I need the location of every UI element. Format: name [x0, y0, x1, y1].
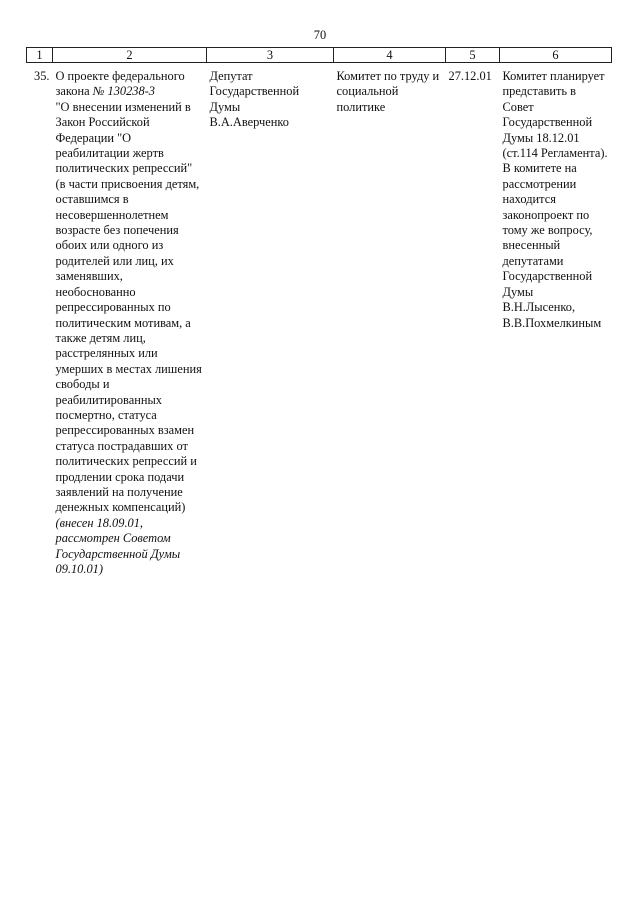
bill-submission-note: (внесен 18.09.01, рассмотрен Советом Государственной Думы 09.10.01) [55, 515, 181, 576]
bill-number: № 130238-3 [92, 84, 155, 99]
column-header-6: 6 [500, 48, 612, 63]
column-header-2: 2 [53, 48, 207, 63]
bill-title-prefix: О проекте федерального закона [55, 69, 185, 99]
column-header-1: 1 [27, 48, 53, 63]
bill-title: "О внесении изменений в Закон Российской Федерации "О реабилитации жертв политических репрессий" (в части присвоения детям, оставшимся в несовершеннолетнем возрасте без попечения обоих или одного из родителей или лиц, их заменявших, необоснованно репрессированных по политическим мотивам, а также детям лиц, расстрелянных или умерших в местах лишения свободы и реабилитированных посмертно, статуса репрессированных взамен статуса пострадавших от политических репрессий и продлении срока подачи заявлений на получение денежных компенсаций) [55, 99, 202, 515]
column-header-5: 5 [446, 48, 500, 63]
author-name: В.А.Аверченко [209, 115, 289, 130]
legislation-table [26, 47, 612, 577]
bill-status: Комитет планирует представить в Совет Государственной Думы 18.12.01 (ст.114 Регламента). В комитете на рассмотрении находится законопроект по тому же вопросу, внесенный депутатами Государственной Думы В.Н.Лысенко, В.В.Похмелкиным [502, 69, 608, 330]
bill-author [207, 63, 334, 578]
row-number: 35. [34, 69, 50, 83]
column-header-4: 4 [334, 48, 446, 63]
column-header-3: 3 [207, 48, 334, 63]
page-number: 70 [313, 28, 327, 42]
author-role: Депутат Государственной Думы [209, 69, 300, 114]
planned-date: 27.12.01 [448, 69, 492, 83]
column-number-row [27, 48, 612, 63]
bill-description [53, 63, 207, 578]
table-row [27, 63, 612, 578]
responsible-committee: Комитет по труду и социальной политике [336, 69, 440, 114]
